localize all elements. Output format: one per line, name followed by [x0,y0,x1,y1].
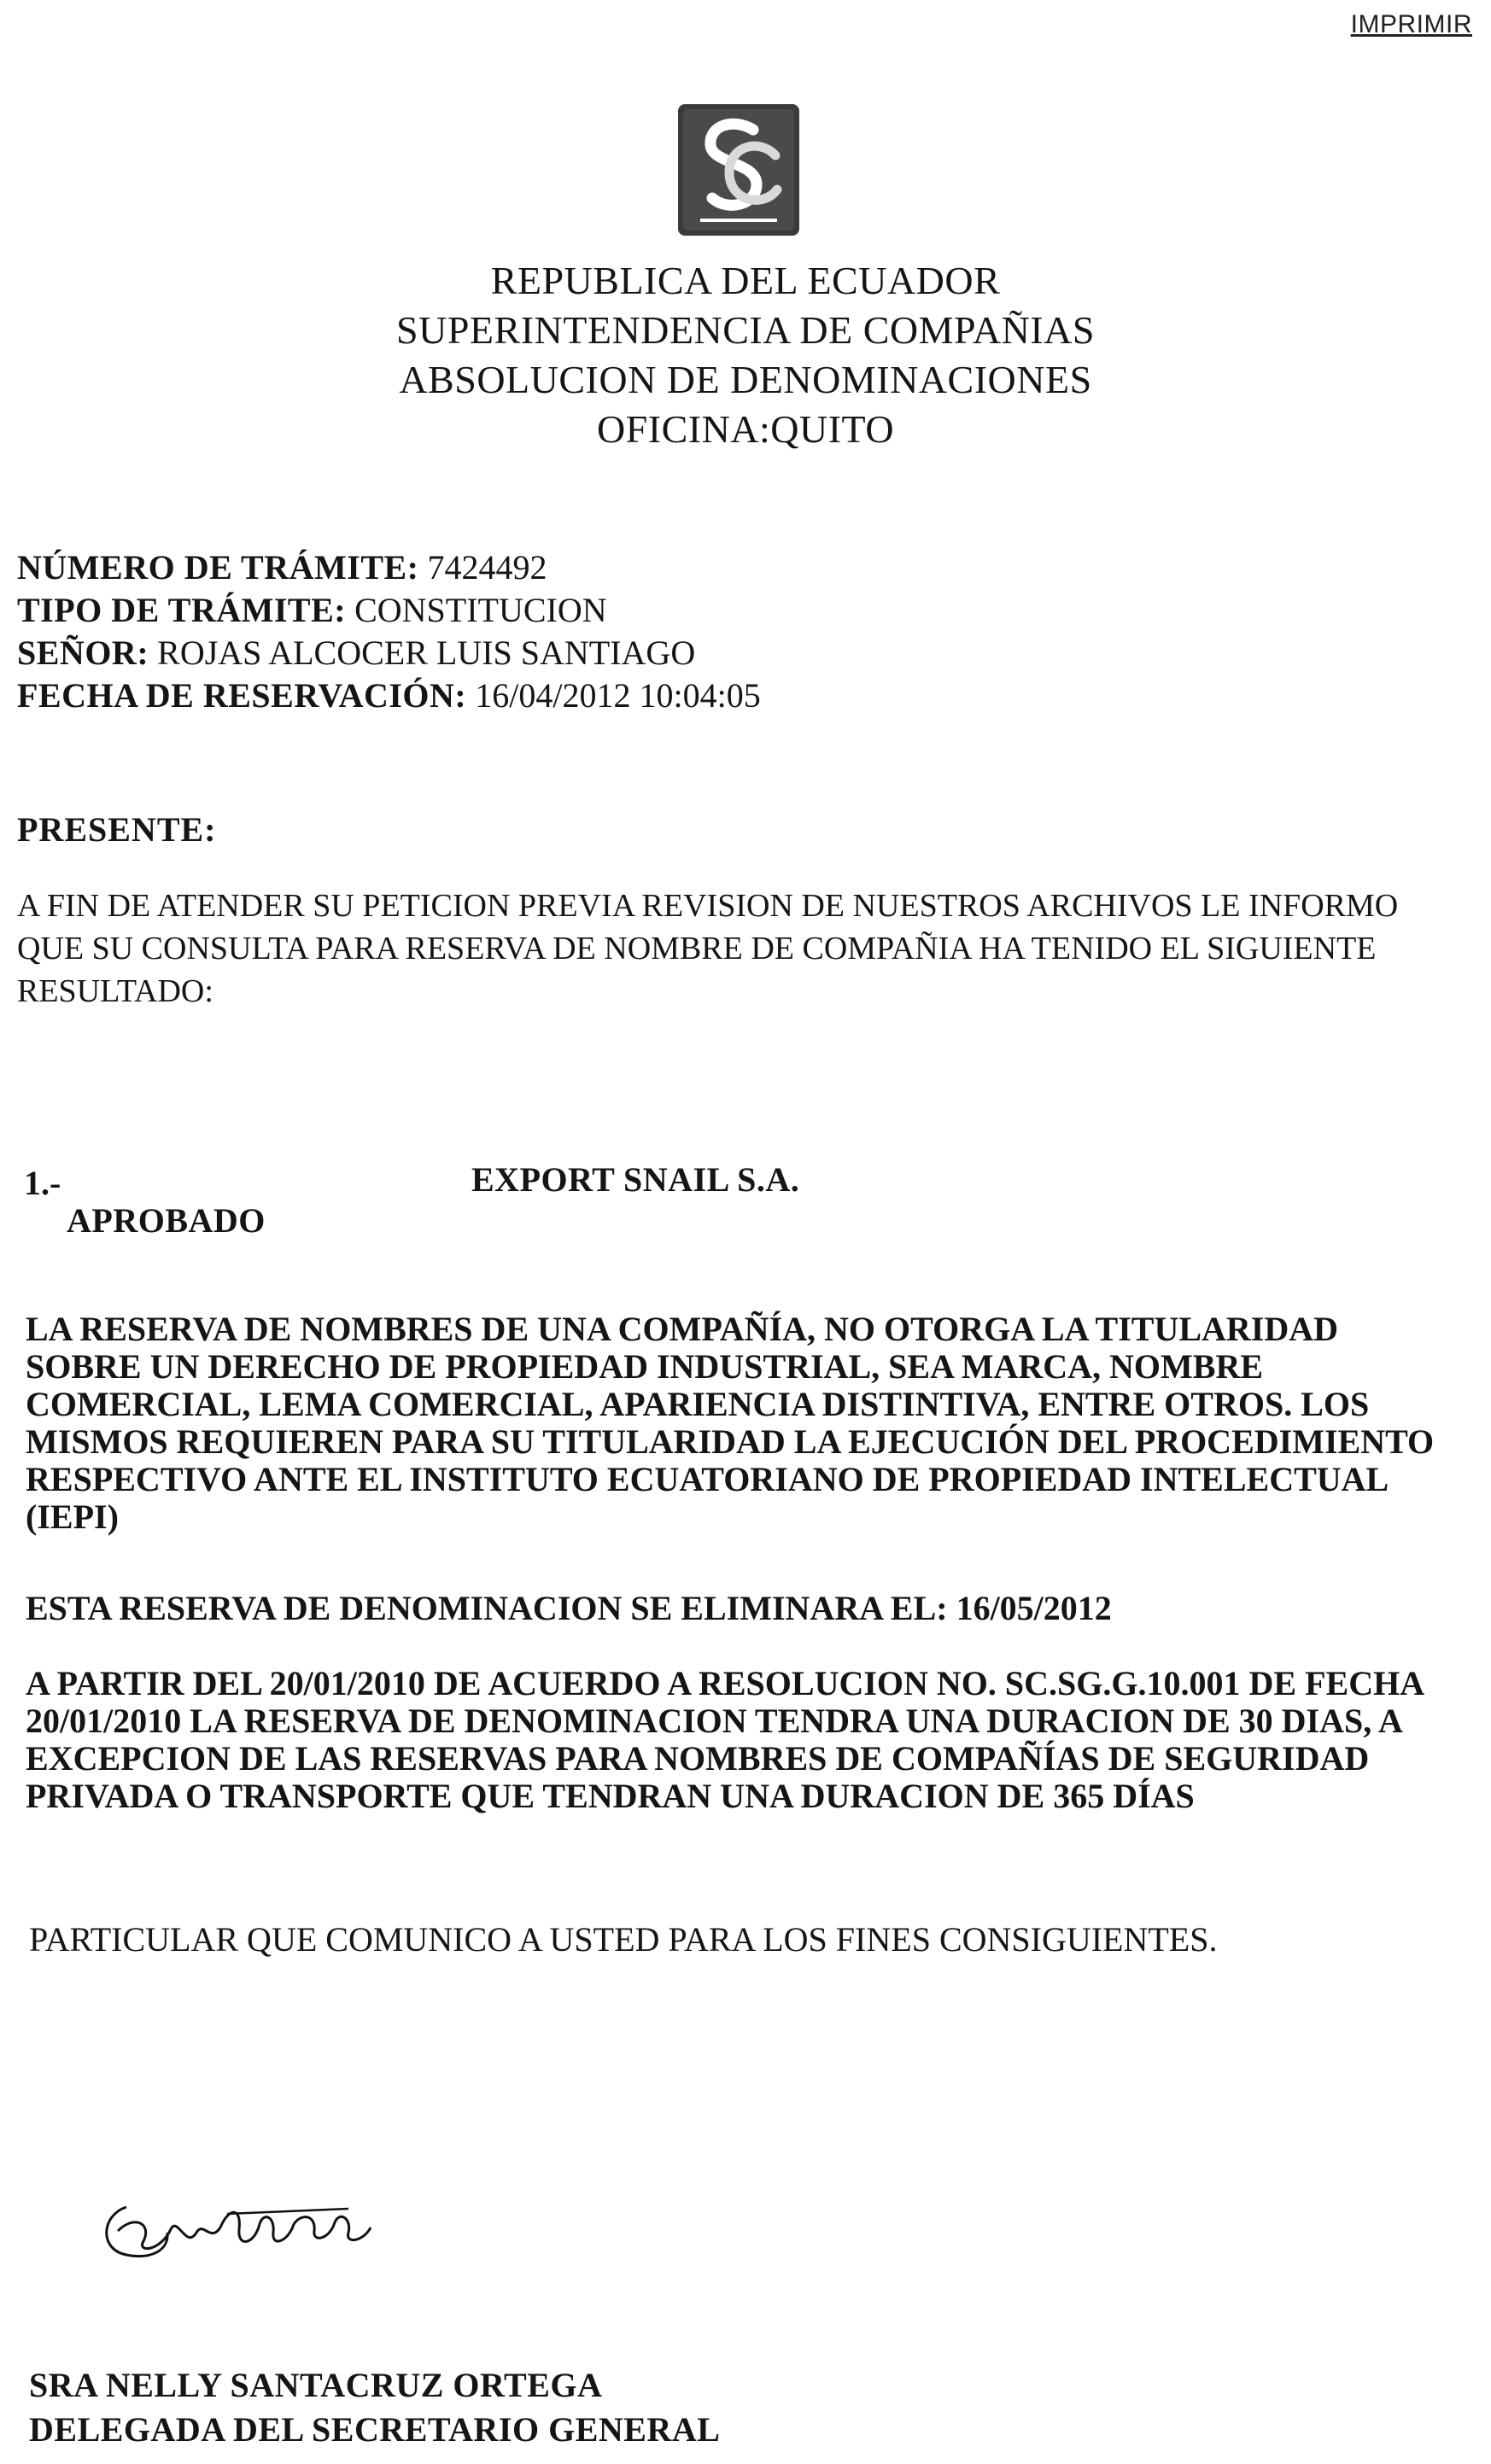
info-row-tramite [17,546,761,589]
intro-paragraph: A FIN DE ATENDER SU PETICION PREVIA REVISION DE NUESTROS ARCHIVOS LE INFORMO QUE SU CONSULTA PARA RESERVA DE NOMBRE DE COMPAÑIA HA TENIDO EL SIGUIENTE RESULTADO: [17,888,1399,1009]
expiry-notice: ESTA RESERVA DE DENOMINACION SE ELIMINARA EL: 16/05/2012 [26,1589,1112,1627]
procedure-info [17,546,761,717]
tipo-label: TIPO DE TRÁMITE: [17,591,347,629]
info-row-fecha [17,674,761,717]
print-link[interactable]: IMPRIMIR [1350,10,1472,38]
closing-line: PARTICULAR QUE COMUNICO A USTED PARA LOS FINES CONSIGUIENTES. [29,1920,1218,1959]
signer-block [29,2363,720,2452]
resolution-notice: A PARTIR DEL 20/01/2010 DE ACUERDO A RESOLUCION NO. SC.SG.G.10.001 DE FECHA 20/01/2010 LA RESERVA DE DENOMINACION TENDRA UNA DURACION DE 30 DIAS, A EXCEPCION DE LAS RESERVAS PARA NOMBRES DE COMPAÑÍAS DE SEGURIDAD PRIVADA O TRANSPORTE QUE TENDRAN UNA DURACION DE 365 DÍAS [26,1664,1423,1815]
document-heading [0,256,1491,454]
fecha-label: FECHA DE RESERVACIÓN: [17,676,467,715]
tipo-value: CONSTITUCION [354,591,607,629]
signer-title: DELEGADA DEL SECRETARIO GENERAL [29,2410,721,2449]
fecha-value: 16/04/2012 10:04:05 [475,676,761,715]
handwritten-signature [92,2190,383,2271]
tramite-label: NÚMERO DE TRÁMITE: [17,548,419,587]
senor-value: ROJAS ALCOCER LUIS SANTIAGO [157,634,696,672]
info-row-tipo [17,589,761,632]
heading-absolution: ABSOLUCION DE DENOMINACIONES [399,358,1092,401]
sc-monogram-logo [675,101,803,239]
signer-name: SRA NELLY SANTACRUZ ORTEGA [29,2366,603,2404]
salutation: PRESENTE: [17,810,217,849]
heading-office: OFICINA:QUITO [596,407,895,451]
result-company-name: EXPORT SNAIL S.A. [471,1160,800,1199]
tramite-value: 7424492 [427,548,547,587]
heading-republic: REPUBLICA DEL ECUADOR [490,259,1001,302]
senor-label: SEÑOR: [17,634,149,672]
heading-superintendency: SUPERINTENDENCIA DE COMPAÑIAS [396,308,1095,352]
result-number: 1.- [24,1164,61,1202]
legal-notice: LA RESERVA DE NOMBRES DE UNA COMPAÑÍA, NO OTORGA LA TITULARIDAD SOBRE UN DERECHO DE PROPIEDAD INDUSTRIAL, SEA MARCA, NOMBRE COMERCIAL, LEMA COMERCIAL, APARIENCIA DISTINTIVA, ENTRE OTROS. LOS MISMOS REQUIEREN PARA SU TITULARIDAD LA EJECUCIÓN DEL PROCEDIMIENTO RESPECTIVO ANTE EL INSTITUTO ECUATORIANO DE PROPIEDAD INTELECTUAL (IEPI) [26,1310,1435,1536]
info-row-senor [17,632,761,674]
result-status: APROBADO [67,1201,266,1240]
